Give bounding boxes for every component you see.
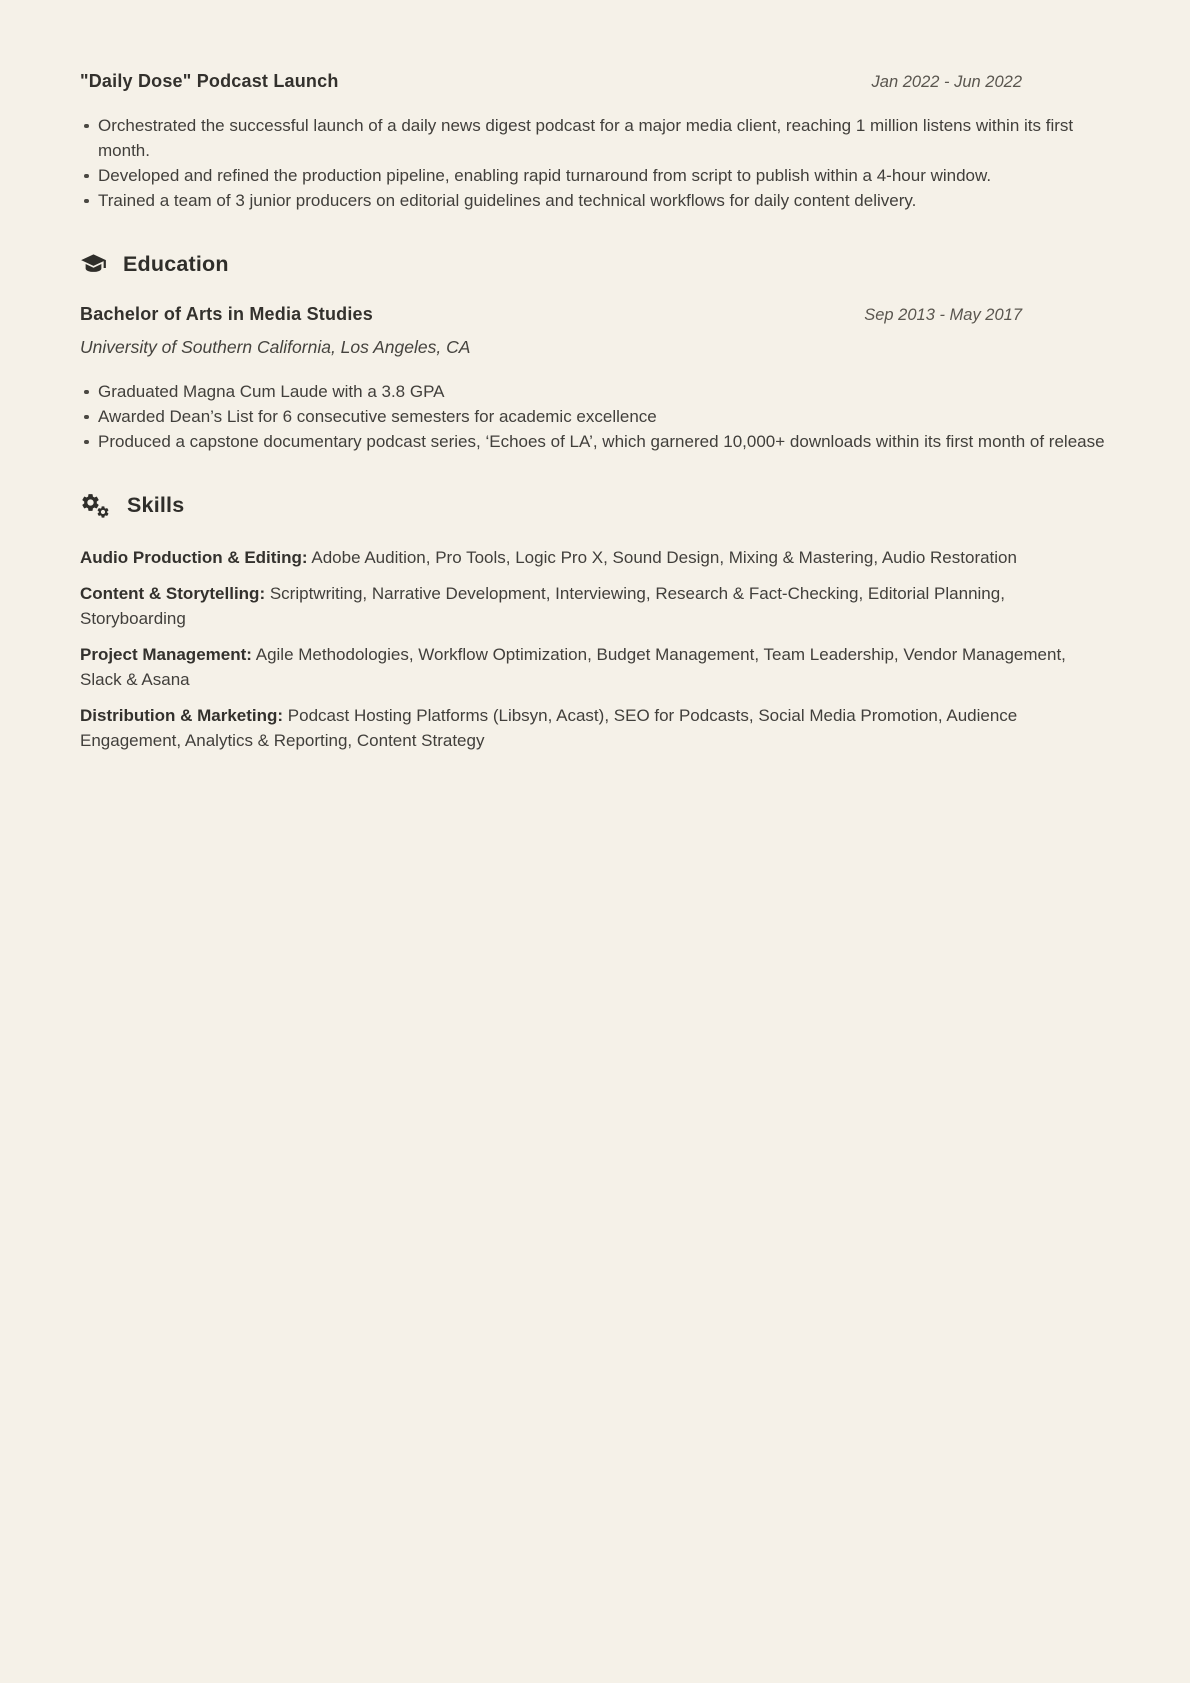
experience-entry <box>80 71 1110 213</box>
education-entry-header <box>80 304 1110 325</box>
skill-items: Adobe Audition, Pro Tools, Logic Pro X, Sound Design, Mixing & Mastering, Audio Restoration <box>311 548 1017 567</box>
education-dates: Sep 2013 - May 2017 <box>864 306 1022 324</box>
bullet-item: Graduated Magna Cum Laude with a 3.8 GPA <box>80 379 1110 404</box>
skill-items: Scriptwriting, Narrative Development, Interviewing, Research & Fact-Checking, Editorial Planning, Storyboarding <box>80 584 1005 628</box>
skill-label: Content & Storytelling: <box>80 584 266 603</box>
bullet-item: Trained a team of 3 junior producers on editorial guidelines and technical workflows for daily content delivery. <box>80 188 1110 213</box>
skill-category <box>80 581 1110 631</box>
skills-section-heading <box>80 492 1110 519</box>
experience-dates: Jan 2022 - Jun 2022 <box>871 73 1022 91</box>
institution: University of Southern California, Los Angeles, CA <box>80 337 471 357</box>
bullet-item: Produced a capstone documentary podcast series, ‘Echoes of LA’, which garnered 10,000+ downloads within its first month of release <box>80 429 1110 454</box>
skill-label: Distribution & Marketing: <box>80 706 284 725</box>
skills-section <box>80 492 1110 753</box>
education-section-heading <box>80 251 1110 278</box>
skill-label: Audio Production & Editing: <box>80 548 308 567</box>
experience-bullet-list <box>80 113 1110 213</box>
experience-title: "Daily Dose" Podcast Launch <box>80 71 339 91</box>
degree-title: Bachelor of Arts in Media Studies <box>80 304 373 324</box>
education-heading-text: Education <box>123 252 229 276</box>
education-bullet-list <box>80 379 1110 454</box>
skill-category <box>80 703 1110 753</box>
skill-category <box>80 545 1110 570</box>
experience-entry-header <box>80 71 1110 92</box>
gears-icon <box>80 492 111 519</box>
bullet-item: Awarded Dean’s List for 6 consecutive semesters for academic excellence <box>80 404 1110 429</box>
education-section <box>80 251 1110 454</box>
skill-category <box>80 642 1110 692</box>
skills-heading-text: Skills <box>127 493 185 517</box>
bullet-item: Developed and refined the production pipeline, enabling rapid turnaround from script to publish within a 4-hour window. <box>80 163 1110 188</box>
skill-items: Podcast Hosting Platforms (Libsyn, Acast), SEO for Podcasts, Social Media Promotion, Audience Engagement, Analytics & Reporting, Content Strategy <box>80 706 1018 750</box>
skill-label: Project Management: <box>80 645 252 664</box>
skill-items: Agile Methodologies, Workflow Optimization, Budget Management, Team Leadership, Vendor Management, Slack & Asana <box>80 645 1066 689</box>
bullet-item: Orchestrated the successful launch of a daily news digest podcast for a major media client, reaching 1 million listens within its first month. <box>80 113 1110 163</box>
graduation-cap-icon <box>80 251 107 278</box>
